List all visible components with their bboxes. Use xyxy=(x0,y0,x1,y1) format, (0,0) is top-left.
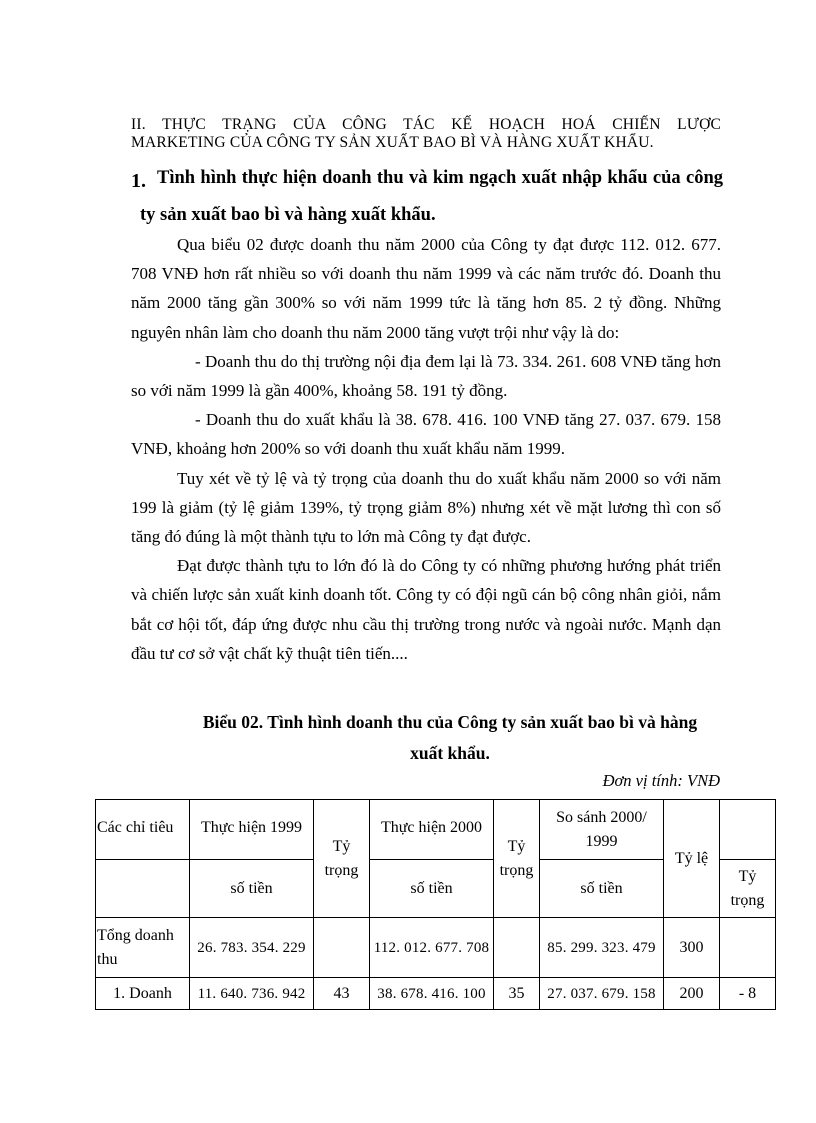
row-ss: 85. 299. 323. 479 xyxy=(540,918,664,978)
row-tt1999: 43 xyxy=(314,978,370,1010)
section-title-line1: II. THỰC TRẠNG CỦA CÔNG TÁC KẾ HOẠCH HOÁ CHIẾN LƯỢC xyxy=(131,116,721,133)
subheader-so-tien-2000: số tiền xyxy=(370,860,494,918)
header-empty xyxy=(720,800,776,860)
body-text xyxy=(131,230,721,668)
row-ss: 27. 037. 679. 158 xyxy=(540,978,664,1010)
header-so-sanh xyxy=(540,800,664,860)
table-caption xyxy=(150,707,750,769)
row-tyle: 200 xyxy=(664,978,720,1010)
heading-line2: ty sản xuất bao bì và hàng xuất khẩu. xyxy=(140,205,436,225)
unit-label: Đơn vị tính: VNĐ xyxy=(602,771,720,790)
subheader-ty-trong: Tỷ trọng xyxy=(720,860,776,918)
caption-line1: Biểu 02. Tình hình doanh thu của Công ty sản xuất bao bì và hàng xyxy=(202,712,698,732)
subheader-empty xyxy=(96,860,190,918)
paragraph: Đạt được thành tựu to lớn đó là do Công ty có những phương hướng phát triển và chiến lược sản xuất kinh doanh tốt. Công ty có đội ngũ cán bộ công nhân giỏi, nắm bắt cơ hội tốt, đáp ứng được nhu cầu thị trường trong nước và ngoài nước. Mạnh dạn đầu tư cơ sở vật chất kỹ thuật tiên tiến.... xyxy=(131,556,721,663)
header-ty-trong-1999: Tỷ trọng xyxy=(314,800,370,918)
row-v1999: 11. 640. 736. 942 xyxy=(190,978,314,1010)
row-v2000: 38. 678. 416. 100 xyxy=(370,978,494,1010)
caption-line2: xuất khẩu. xyxy=(410,743,490,763)
paragraph: Qua biểu 02 được doanh thu năm 2000 của Công ty đạt được 112. 012. 677. 708 VNĐ hơn rất nhiều so với doanh thu năm 1999 và các năm trước đó. Doanh thu năm 2000 tăng gần 300% so với năm 1999 tức là tăng hơn 85. 2 tỷ đồng. Những nguyên nhân làm cho doanh thu năm 2000 tăng vượt trội như vậy là do: xyxy=(131,235,721,342)
subheader-so-tien-ss: số tiền xyxy=(540,860,664,918)
subheader-so-tien-1999: số tiền xyxy=(190,860,314,918)
header-ty-le: Tỷ lệ xyxy=(664,800,720,918)
table-header-row xyxy=(96,800,776,860)
heading-line1: Tình hình thực hiện doanh thu và kim ngạch xuất nhập khẩu của công xyxy=(157,168,723,188)
row-tt1999 xyxy=(314,918,370,978)
row-tt2000: 35 xyxy=(494,978,540,1010)
section-title xyxy=(131,116,721,152)
row-label: Tổng doanh thu xyxy=(96,918,190,978)
header-so-sanh-line1: So sánh 2000/ xyxy=(556,808,647,826)
revenue-table xyxy=(95,799,776,1010)
paragraph: - Doanh thu do thị trường nội địa đem lại là 73. 334. 261. 608 VNĐ tăng hơn so với năm 1999 là gần 400%, khoảng 58. 191 tỷ đồng. xyxy=(131,351,721,401)
header-chi-tieu: Các chỉ tiêu xyxy=(96,800,190,860)
row-v1999: 26. 783. 354. 229 xyxy=(190,918,314,978)
row-label: 1. Doanh xyxy=(96,978,190,1010)
row-tyle: 300 xyxy=(664,918,720,978)
table-row xyxy=(96,918,776,978)
header-th1999: Thực hiện 1999 xyxy=(190,800,314,860)
row-v2000: 112. 012. 677. 708 xyxy=(370,918,494,978)
header-so-sanh-line2: 1999 xyxy=(585,832,618,850)
table-row xyxy=(96,978,776,1010)
section-title-line2: MARKETING CỦA CÔNG TY SẢN XUẤT BAO BÌ VÀ HÀNG XUẤT KHẨU. xyxy=(131,134,654,151)
paragraph: Tuy xét về tỷ lệ và tỷ trọng của doanh thu do xuất khẩu năm 2000 so với năm 199 là giảm (tỷ lệ giảm 139%, tỷ trọng giảm 8%) nhưng xét về mặt lương thì con số tăng đó đúng là một thành tựu to lớn mà Công ty đạt được. xyxy=(131,468,721,547)
row-tt2000 xyxy=(494,918,540,978)
header-ty-trong-2000: Tỷ trọng xyxy=(494,800,540,918)
row-tytrong: - 8 xyxy=(720,978,776,1010)
header-th2000: Thực hiện 2000 xyxy=(370,800,494,860)
heading xyxy=(140,160,723,234)
row-tytrong xyxy=(720,918,776,978)
heading-number: 1. xyxy=(131,170,146,192)
paragraph: - Doanh thu do xuất khẩu là 38. 678. 416. 100 VNĐ tăng 27. 037. 679. 158 VNĐ, khoảng hơn 200% so với doanh thu xuất khẩu năm 1999. xyxy=(131,410,721,459)
